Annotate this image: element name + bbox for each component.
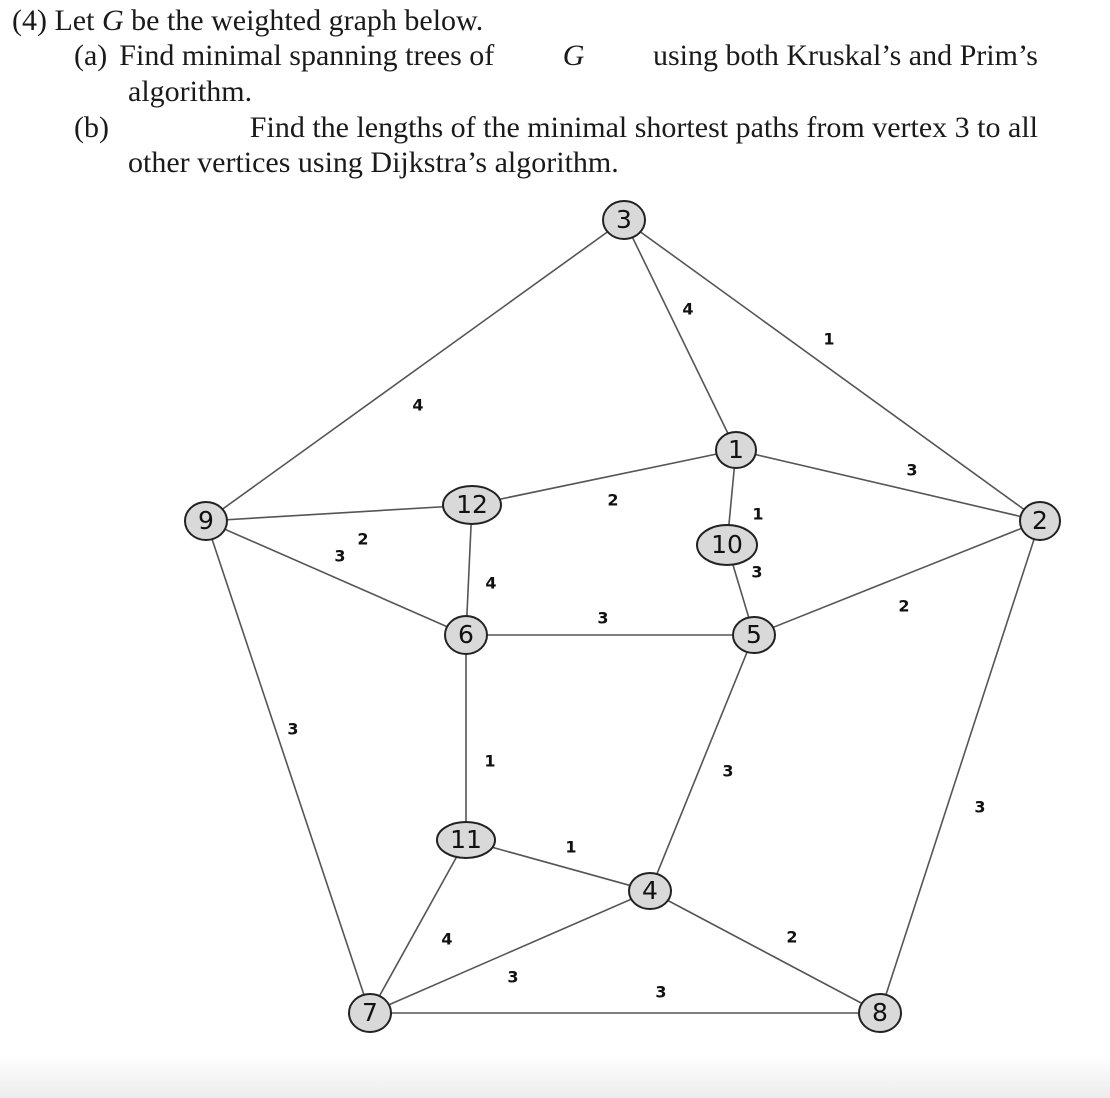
vertex-1-label: 1 xyxy=(728,435,744,464)
intro-prefix: (4) Let xyxy=(12,4,102,37)
edge-weight-9-12: 2 xyxy=(357,529,369,549)
edge-weight-11-4: 1 xyxy=(565,837,577,857)
vertex-3 xyxy=(603,201,645,239)
part-a-text xyxy=(119,39,1038,73)
edge-weight-5-4: 3 xyxy=(722,761,734,781)
edge-weight-5-2: 2 xyxy=(898,596,910,616)
edge-9-12 xyxy=(206,505,472,521)
edge-4-7 xyxy=(370,891,650,1013)
part-b-text: Find the lengths of the minimal shortest paths from vertex 3 to all xyxy=(249,111,1038,144)
edge-1-12 xyxy=(472,450,736,505)
intro-graph-variable: G xyxy=(101,4,124,37)
part-b-label: (b) xyxy=(74,111,109,144)
vertex-4-label: 4 xyxy=(642,876,658,905)
edge-weight-10-5: 3 xyxy=(751,562,763,582)
edge-11-7 xyxy=(370,840,466,1013)
vertex-5-label: 5 xyxy=(746,620,762,649)
problem-statement xyxy=(0,0,1110,190)
vertex-5 xyxy=(733,617,775,653)
vertex-9-label: 9 xyxy=(198,506,214,535)
edge-weight-1-12: 2 xyxy=(607,490,619,510)
vertex-10 xyxy=(697,525,757,565)
vertex-9 xyxy=(185,502,227,540)
part-a xyxy=(74,39,1038,73)
vertex-7-label: 7 xyxy=(362,998,378,1027)
vertex-12-label: 12 xyxy=(456,490,488,519)
edge-weight-1-10: 1 xyxy=(752,504,764,524)
vertex-8-label: 8 xyxy=(872,998,888,1027)
edge-weight-11-7: 4 xyxy=(441,929,453,949)
edge-11-4 xyxy=(466,837,650,891)
edge-4-8 xyxy=(650,891,880,1013)
edge-weight-1-2: 3 xyxy=(906,460,918,480)
part-a-label: (a) xyxy=(74,39,108,72)
vertex-11 xyxy=(437,822,495,858)
vertex-6-label: 6 xyxy=(458,620,474,649)
edge-1-2 xyxy=(736,450,1040,521)
problem-intro xyxy=(12,4,483,38)
vertex-12 xyxy=(443,486,501,524)
vertex-11-label: 11 xyxy=(450,825,482,854)
edge-weight-9-6: 3 xyxy=(334,546,346,566)
edge-5-2 xyxy=(754,521,1040,635)
vertex-2-label: 2 xyxy=(1032,506,1048,535)
edge-3-1 xyxy=(624,220,736,450)
part-a-continued: algorithm. xyxy=(128,75,253,108)
vertex-6 xyxy=(445,616,487,654)
edge-9-6 xyxy=(206,521,466,635)
edge-weight-9-7: 3 xyxy=(287,719,299,739)
part-b xyxy=(74,111,1038,145)
edge-weight-2-8: 3 xyxy=(974,797,986,817)
part-a-text-pre: Find minimal spanning trees of xyxy=(119,39,495,72)
edge-weight-12-6: 4 xyxy=(485,573,497,593)
edge-3-9 xyxy=(206,220,624,521)
edge-weight-3-9: 4 xyxy=(412,395,424,415)
vertex-3-label: 3 xyxy=(616,205,632,234)
edges-layer xyxy=(206,220,1040,1013)
vertex-10-label: 10 xyxy=(711,530,743,559)
vertex-2 xyxy=(1020,502,1060,540)
vertex-4 xyxy=(629,873,671,909)
edge-weight-7-8: 3 xyxy=(655,982,667,1002)
vertex-7 xyxy=(349,994,391,1032)
bottom-shade xyxy=(0,1056,1110,1098)
part-b-continued: other vertices using Dijkstra’s algorithm. xyxy=(128,146,619,179)
edge-weight-6-5: 3 xyxy=(597,608,609,628)
edge-3-2 xyxy=(624,220,1040,521)
edge-9-7 xyxy=(206,521,370,1013)
edge-weight-4-7: 3 xyxy=(507,967,519,987)
edge-2-8 xyxy=(880,521,1040,1013)
vertex-1 xyxy=(716,432,756,468)
weighted-graph xyxy=(0,190,1110,1060)
vertex-8 xyxy=(859,994,901,1032)
part-a-graph-variable: G xyxy=(562,39,585,72)
edge-weight-4-8: 2 xyxy=(786,927,798,947)
edge-5-4 xyxy=(650,635,754,891)
nodes-layer xyxy=(185,201,1060,1032)
part-a-text-post: using both Kruskal’s and Prim’s xyxy=(652,39,1038,72)
intro-suffix: be the weighted graph below. xyxy=(123,4,484,37)
edge-weight-6-11: 1 xyxy=(484,751,496,771)
edge-weight-3-2: 1 xyxy=(823,329,835,349)
edge-weight-3-1: 4 xyxy=(682,299,694,319)
